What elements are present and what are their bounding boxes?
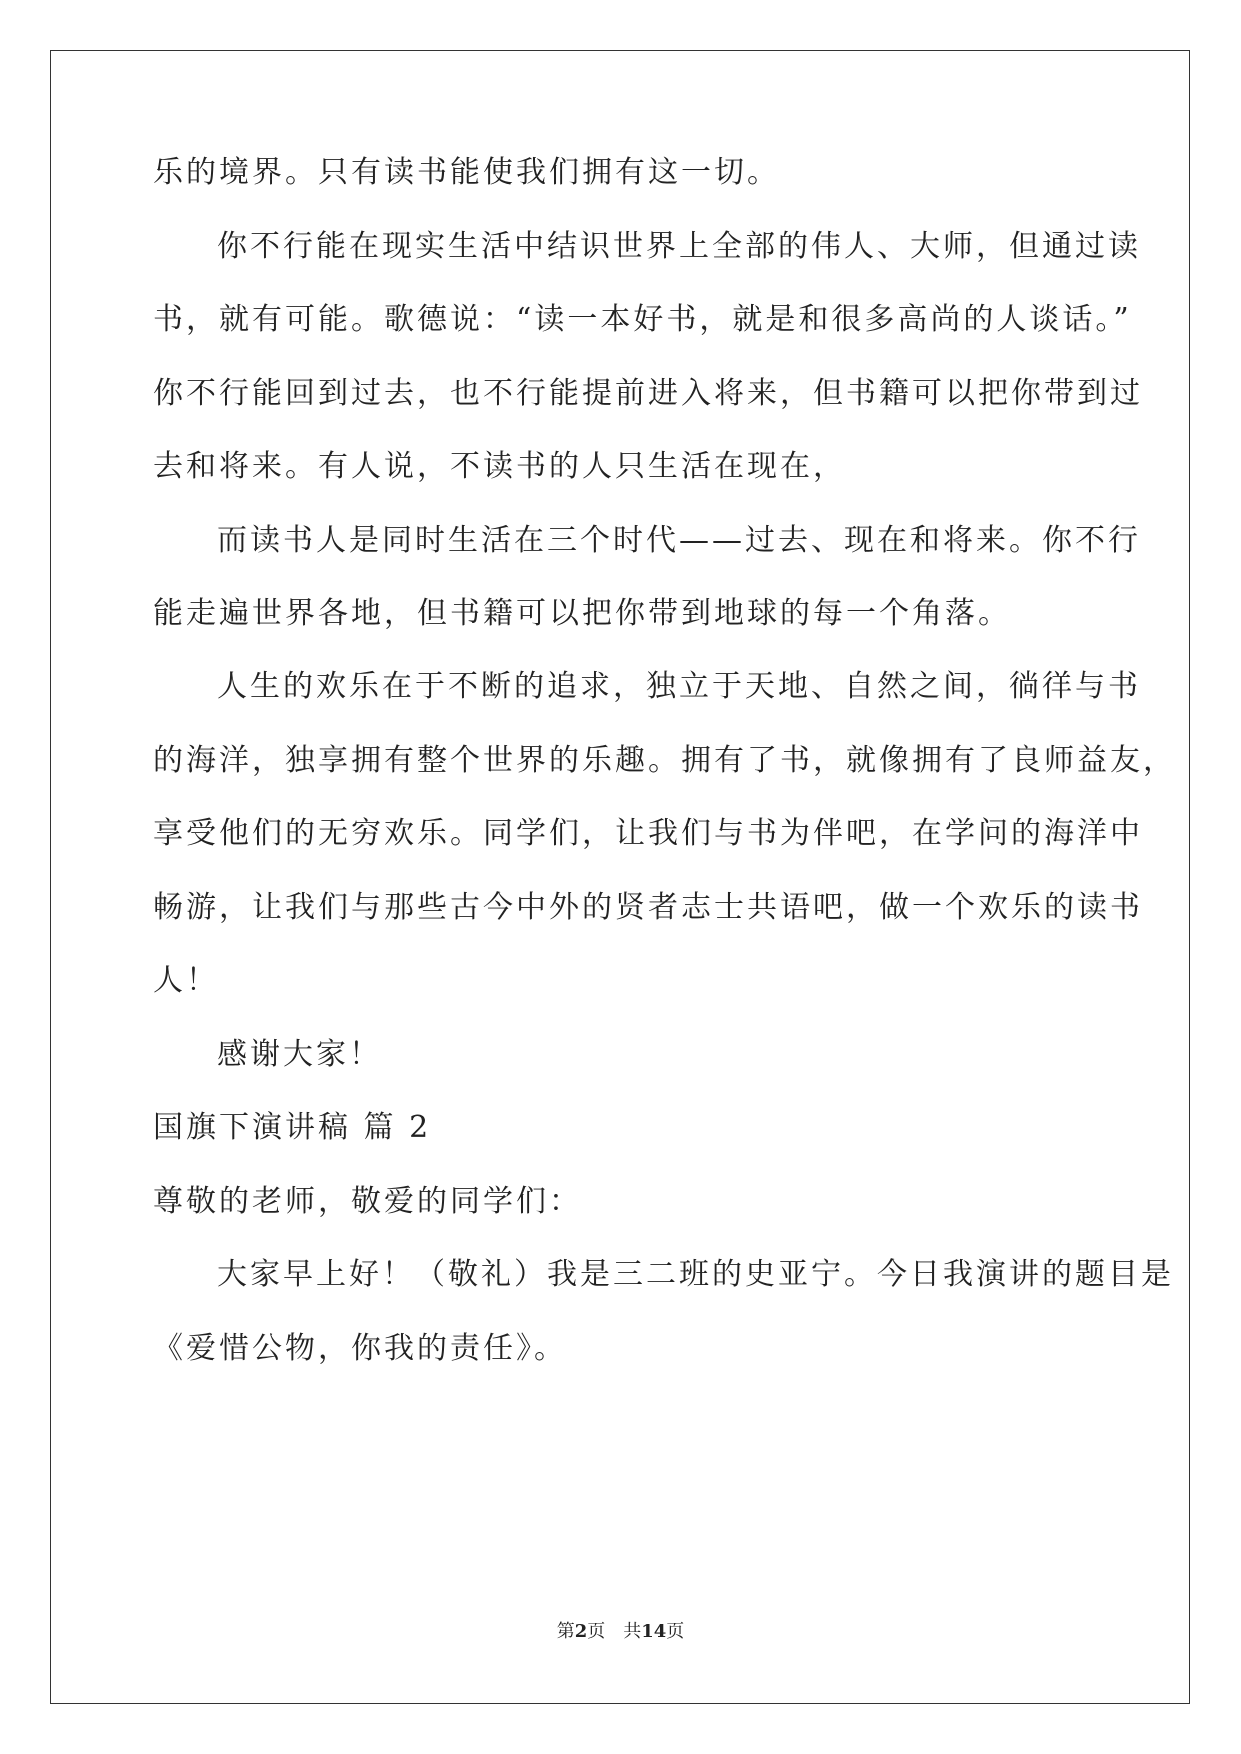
text-line: 书，就有可能。歌德说：“读一本好书，就是和很多高尚的人谈话。” — [153, 302, 1132, 337]
text-line: 能走遍世界各地，但书籍可以把你带到地球的每一个角落。 — [153, 596, 1011, 631]
footer-total-prefix: 共 — [623, 1621, 642, 1642]
text-line: 而读书人是同时生活在三个时代——过去、现在和将来。你不行 — [217, 523, 1141, 558]
text-line: 你不行能在现实生活中结识世界上全部的伟人、大师，但通过读 — [217, 229, 1141, 264]
footer-prefix: 第 — [556, 1621, 575, 1642]
text-line: 畅游，让我们与那些古今中外的贤者志士共语吧，做一个欢乐的读书 — [153, 890, 1143, 925]
footer-page-suffix: 页 — [587, 1621, 606, 1642]
text-line: 人生的欢乐在于不断的追求，独立于天地、自然之间，徜徉与书 — [217, 669, 1141, 704]
text-line: 享受他们的无穷欢乐。同学们，让我们与书为伴吧，在学问的海洋中 — [153, 816, 1143, 851]
text-line: 去和将来。有人说，不读书的人只生活在现在， — [153, 449, 846, 484]
text-line: 的海洋，独享拥有整个世界的乐趣。拥有了书，就像拥有了良师益友， — [153, 743, 1176, 778]
page-border — [50, 50, 1190, 1704]
footer-total-pages: 14 — [641, 1621, 667, 1642]
page-footer — [0, 1620, 1241, 1644]
text-line: 人！ — [153, 963, 219, 998]
text-line: 大家早上好！（敬礼）我是三二班的史亚宁。今日我演讲的题目是 — [217, 1257, 1174, 1292]
text-line: 感谢大家！ — [217, 1037, 382, 1072]
salutation: 尊敬的老师，敬爱的同学们： — [153, 1184, 582, 1219]
text-line: 乐的境界。只有读书能使我们拥有这一切。 — [153, 155, 780, 190]
section-heading: 国旗下演讲稿 篇 2 — [153, 1110, 432, 1145]
text-line: 《爱惜公物，你我的责任》。 — [153, 1331, 567, 1366]
footer-page-number: 2 — [574, 1621, 588, 1642]
text-line: 你不行能回到过去，也不行能提前进入将来，但书籍可以把你带到过 — [153, 376, 1143, 411]
footer-total-suffix: 页 — [666, 1621, 685, 1642]
